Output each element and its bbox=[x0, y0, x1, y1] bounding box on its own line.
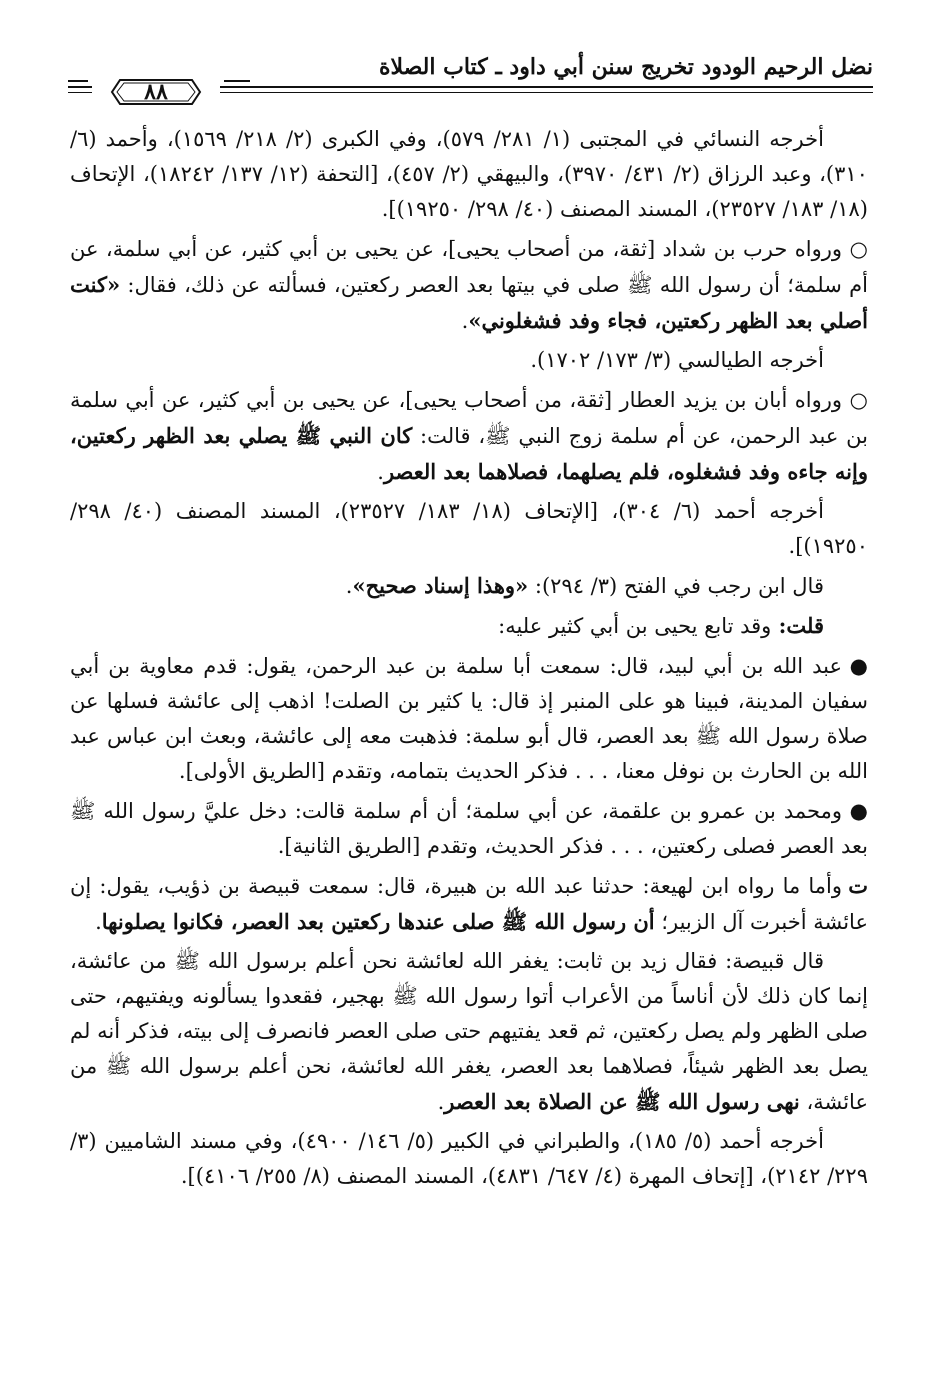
emphasized-text: «كنت أصلي بعد الظهر ركعتين، فجاء وفد فشغلوني» bbox=[70, 272, 868, 333]
page-number-ornament bbox=[110, 77, 202, 107]
text-run: . bbox=[461, 309, 469, 333]
ornament-lines-right bbox=[224, 80, 250, 98]
emphasized-text: نهى رسول الله ﷺ عن الصلاة بعد العصر bbox=[444, 1089, 800, 1114]
text-run: قال ابن رجب في الفتح (٣/ ٢٩٤): bbox=[528, 574, 824, 598]
text-run: وأما ما رواه ابن لهيعة: حدثنا عبد الله بن هبيرة، قال: سمعت قبيصة بن ذؤيب، يقول: إن عائشة أخبرت آل الزبير؛ bbox=[70, 874, 868, 934]
main-text bbox=[70, 122, 868, 1198]
emphasized-text: كان النبي ﷺ يصلي بعد الظهر ركعتين، وإنه جاءه وفد فشغلوه، فلم يصلهما، فصلاهما بعد العصر bbox=[70, 423, 868, 484]
paragraph-p8 bbox=[70, 648, 868, 789]
emphasized-text: «وهذا إسناد صحيح» bbox=[352, 573, 529, 598]
text-run: . bbox=[437, 1090, 445, 1114]
bullet-icon: ● bbox=[849, 653, 868, 678]
text-run: أخرجه أحمد (٥/ ١٨٥)، والطبراني في الكبير (٥/ ١٤٦/ ٤٩٠٠)، وفي مسند الشاميين (٣/ ٢٢٩/ ٢١٤٢)، [إتحاف المهرة (٤/ ٦٤٧/ ٤٨٣١)، المسند المصنف (٨/ ٢٥٥/ ٤١٠٦)]. bbox=[70, 1129, 868, 1188]
section-marker-icon: ت bbox=[848, 873, 868, 898]
paragraph-p5 bbox=[70, 494, 868, 564]
text-run: ورواه أبان بن يزيد العطار [ثقة، من أصحاب يحيى]، عن يحيى بن أبي كثير، عن أبي سلمة بن عبد الرحمن، عن أم سلمة زوج النبي ﷺ، قالت: bbox=[70, 388, 869, 448]
bullet-icon: ● bbox=[849, 798, 868, 823]
text-run: قال قبيصة: فقال زيد بن ثابت: يغفر الله لعائشة نحن أعلم برسول الله ﷺ من عائشة، إنما كان ذلك لأن أناساً من الأعراب أتوا رسول الله ﷺ بهجير، فقعدوا يسألونه ويفتيهم، حتى صلى الظهر ولم يصل ركعتين، ثم قعد يفتيهم حتى صلى العصر فانصرف إلى بيته، فذكر أنه لم يصل بعد الظهر شيئاً، فصلاهما بعد العصر، يغفر الله لعائشة، نحن أعلم برسول الله ﷺ من عائشة، bbox=[70, 949, 868, 1114]
paragraph-p1 bbox=[70, 122, 868, 227]
text-run: . bbox=[377, 460, 384, 484]
ornament-lines-left bbox=[68, 80, 88, 98]
text-run: ورواه حرب بن شداد [ثقة، من أصحاب يحيى]، عن يحيى بن أبي كثير، عن أبي سلمة، عن أم سلمة؛ أن رسول الله ﷺ صلى في بيتها بعد العصر ركعتين، فسألته عن ذلك، فقال: bbox=[70, 237, 868, 297]
text-run: أخرجه أحمد (٦/ ٣٠٤)، [الإتحاف (١٨/ ١٨٣/ ٢٣٥٢٧)، المسند المصنف (٤٠/ ٢٩٨/ ١٩٢٥٠)]. bbox=[70, 499, 868, 558]
emphasized-text: قلت: bbox=[771, 613, 824, 638]
paragraph-p2 bbox=[70, 231, 868, 339]
text-run: . bbox=[95, 910, 102, 934]
running-title: نضل الرحيم الودود تخريج سنن أبي داود ـ كتاب الصلاة bbox=[378, 54, 873, 80]
text-run: عبد الله بن أبي لبيد، قال: سمعت أبا سلمة بن عبد الرحمن، يقول: قدم معاوية بن أبي سفيان المدينة، فبينا هو على المنبر إذ قال: يا كثير بن الصلت! اذهب إلى عائشة فسلها عن صلاة رسول الله ﷺ بعد العصر، قال أبو سلمة: فذهبت معه إلى عائشة، وبعث ابن عباس عبد الله بن الحارث بن نوفل معنا، . . . فذكر الحديث بتمامه، وتقدم [الطريق الأولى]. bbox=[70, 654, 868, 783]
paragraph-p4 bbox=[70, 382, 868, 490]
circle-marker-icon: ○ bbox=[849, 387, 868, 412]
text-run: أخرجه الطيالسي (٣/ ١٧٣/ ١٧٠٢). bbox=[530, 348, 824, 372]
text-run: ومحمد بن عمرو بن علقمة، عن أبي سلمة؛ أن أم سلمة قالت: دخل عليَّ رسول الله ﷺ بعد العصر فصلى ركعتين، . . . فذكر الحديث، وتقدم [الطريق الثانية]. bbox=[70, 799, 868, 858]
text-run: أخرجه النسائي في المجتبى (١/ ٢٨١/ ٥٧٩)، وفي الكبرى (٢/ ٢١٨/ ١٥٦٩)، وأحمد (٦/ ٣١٠)، وعبد الرزاق (٢/ ٤٣١/ ٣٩٧٠)، والبيهقي (٢/ ٤٥٧)، [التحفة (١٢/ ١٣٧/ ١٨٢٤٢)، الإتحاف (١٨/ ١٨٣/ ٢٣٥٢٧)، المسند المصنف (٤٠/ ٢٩٨/ ١٩٢٥٠)]. bbox=[70, 127, 868, 221]
paragraph-p7 bbox=[70, 608, 868, 644]
text-run: وقد تابع يحيى بن أبي كثير عليه: bbox=[498, 614, 772, 638]
paragraph-p3 bbox=[70, 343, 868, 378]
page-number-box bbox=[92, 74, 220, 110]
page-header bbox=[68, 44, 873, 114]
paragraph-p10 bbox=[70, 868, 868, 940]
circle-marker-icon: ○ bbox=[849, 236, 868, 261]
paragraph-p6 bbox=[70, 568, 868, 604]
paragraph-p9 bbox=[70, 793, 868, 864]
paragraph-p12 bbox=[70, 1124, 868, 1194]
text-run: . bbox=[345, 574, 353, 598]
emphasized-text: أن رسول الله ﷺ صلى عندها ركعتين بعد العصر، فكانوا يصلونها bbox=[101, 909, 655, 934]
page-number: ٨٨ bbox=[144, 79, 168, 105]
paragraph-p11 bbox=[70, 944, 868, 1120]
